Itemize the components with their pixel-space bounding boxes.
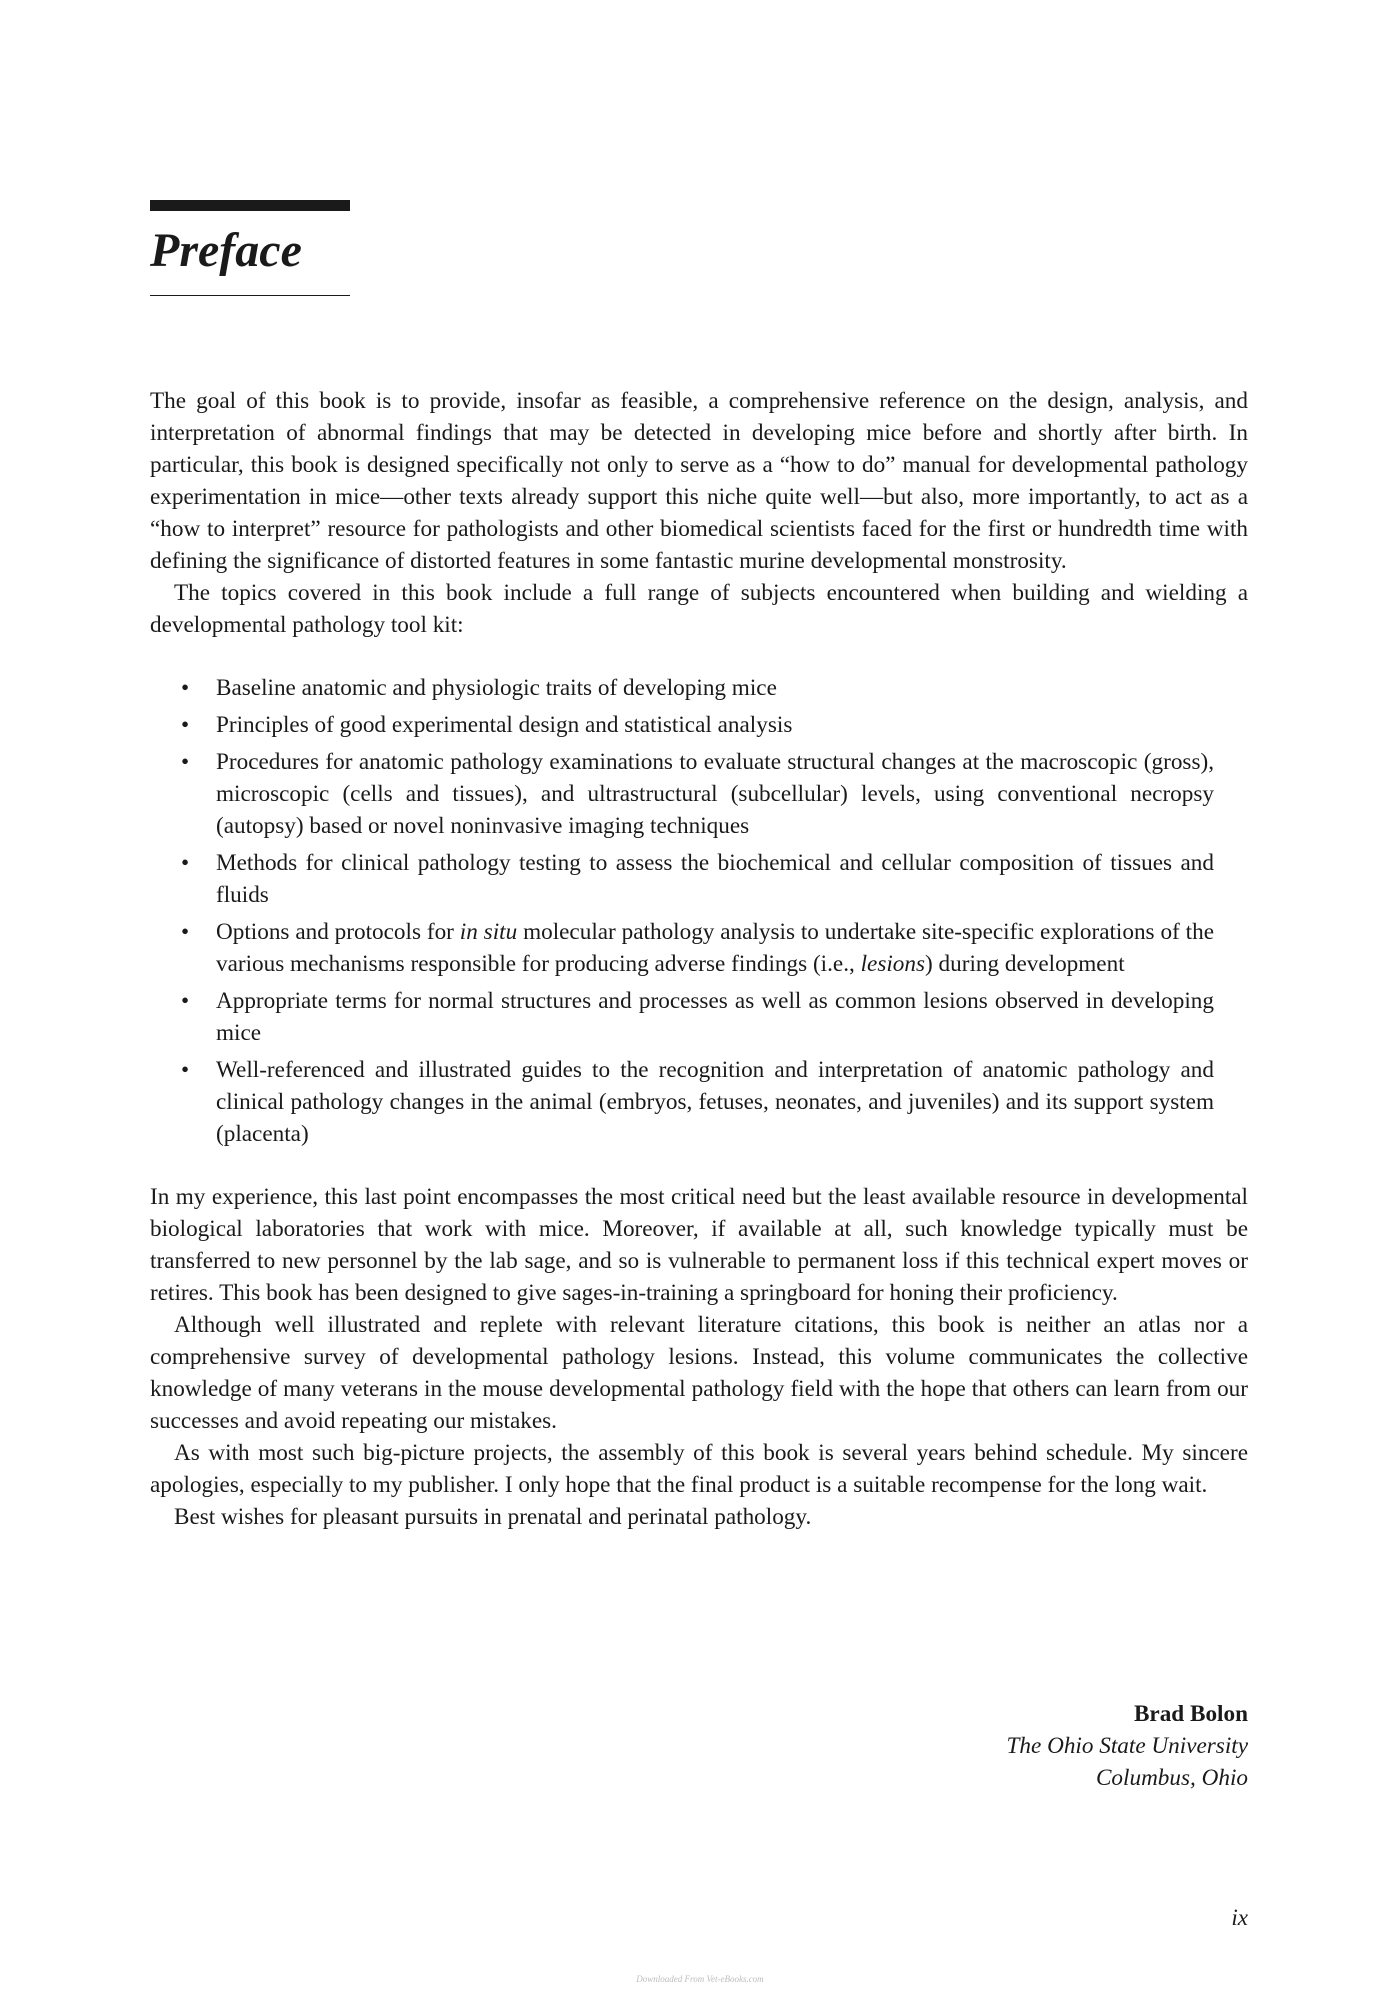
signature-block [1007,1698,1249,1794]
page-number: ix [1231,1905,1248,1930]
list-item-text: Appropriate terms for normal structures and processes as well as common lesions observed in developing mice [216,988,1214,1046]
list-item [175,1054,1214,1150]
list-item [175,709,1214,741]
bullet-icon: • [180,850,190,876]
list-item-text: Procedures for anatomic pathology examinations to evaluate structural changes at the macroscopic (gross), microscopic (cells and tissues), and ultrastructural (subcellular) levels, using conventional necropsy (autopsy) based or novel noninvasive imaging techniques [216,749,1214,839]
preface-body [150,385,1248,1533]
list-item-text: Well-referenced and illustrated guides to the recognition and interpretation of anatomic pathology and clinical pathology changes in the animal (embryos, fetuses, neonates, and juveniles) and its support system (placenta) [216,1057,1214,1147]
list-item [175,847,1214,911]
list-item-text-a: Options and protocols for [216,919,460,945]
chapter-title-block [150,200,350,296]
list-item-text: Principles of good experimental design and statistical analysis [216,712,793,738]
author-institution: The Ohio State University [1006,1733,1248,1759]
list-item-text: Baseline anatomic and physiologic traits of developing mice [216,675,777,701]
paragraph-after-3: As with most such big-picture projects, the assembly of this book is several years behind schedule. My sincere apologies, especially to my publisher. I only hope that the final product is a suitable recompense for the long wait. [150,1440,1248,1498]
paragraph-intro-2: The topics covered in this book include a full range of subjects encountered when building and wielding a developmental pathology tool kit: [150,580,1248,638]
paragraph-after-2: Although well illustrated and replete with relevant literature citations, this book is neither an atlas nor a comprehensive survey of developmental pathology lesions. Instead, this volume communicates the collective knowledge of many veterans in the mouse developmental pathology field with the hope that others can learn from our successes and avoid repeating our mistakes. [150,1312,1248,1434]
list-item-italic-b: lesions [860,951,926,977]
bullet-icon: • [180,919,190,945]
author-name: Brad Bolon [1133,1701,1248,1727]
title-top-rule [150,200,350,211]
page-title: Preface [150,224,302,277]
author-location: Columbus, Ohio [1095,1765,1248,1791]
list-item [175,746,1214,842]
list-item [175,985,1214,1049]
watermark: Downloaded From Vet-eBooks.com [636,1974,764,1984]
bullet-icon: • [180,675,190,701]
bullet-icon: • [180,988,190,1014]
list-item-text-c: ) during development [925,951,1125,977]
list-item-italic-a: in situ [459,919,518,945]
paragraph-after-4: Best wishes for pleasant pursuits in prenatal and perinatal pathology. [174,1504,812,1530]
list-item-text-b: molecular pathology analysis to undertake site-specific explorations of the various mechanisms responsible for producing adverse findings (i.e., [216,919,1214,977]
paragraph-after-1: In my experience, this last point encompasses the most critical need but the least available resource in developmental biological laboratories that work with mice. Moreover, if available at all, such knowledge typically must be transferred to new personnel by the lab sage, and so is vulnerable to permanent loss if this technical expert moves or retires. This book has been designed to give sages-in-training a springboard for honing their proficiency. [150,1184,1248,1306]
bullet-icon: • [180,1057,190,1083]
list-item-text: Methods for clinical pathology testing to assess the biochemical and cellular composition of tissues and fluids [216,850,1214,908]
topics-list [175,672,1214,1150]
list-item [175,916,1214,980]
paragraph-intro-1: The goal of this book is to provide, insofar as feasible, a comprehensive reference on the design, analysis, and interpretation of abnormal findings that may be detected in developing mice before and shortly after birth. In particular, this book is designed specifically not only to serve as a “how to do” manual for developmental pathology experimentation in mice—other texts already support this niche quite well—but also, more importantly, to act as a “how to interpret” resource for pathologists and other biomedical scientists faced for the first or hundredth time with defining the significance of distorted features in some fantastic murine developmental monstrosity. [150,388,1248,574]
title-bottom-rule [150,295,350,296]
list-item [175,672,1214,704]
bullet-icon: • [180,749,190,775]
bullet-icon: • [180,712,190,738]
